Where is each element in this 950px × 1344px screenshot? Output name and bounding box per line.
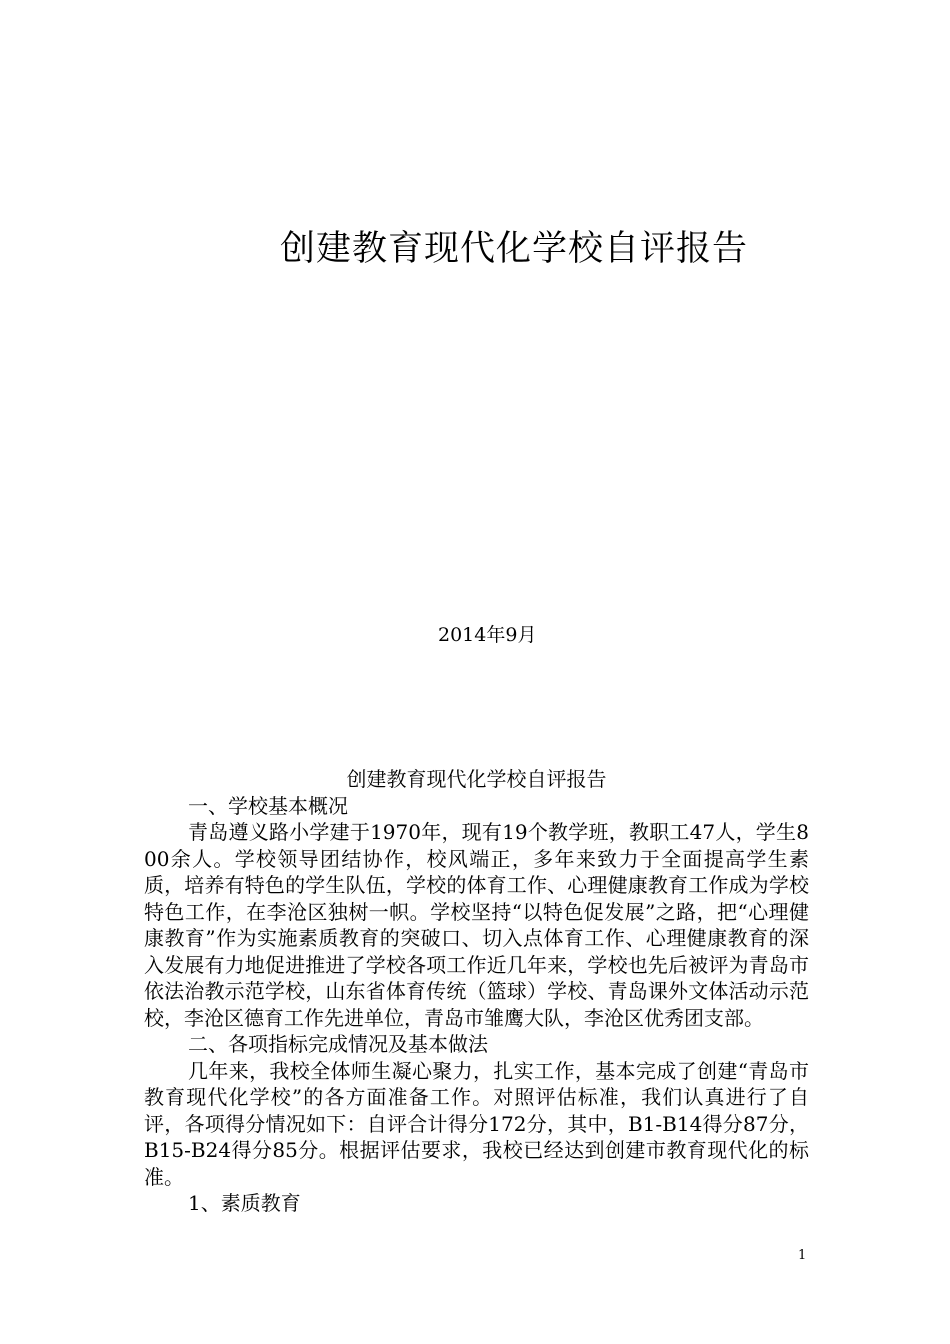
report-body bbox=[144, 766, 809, 1217]
section-heading-3: 1、素质教育 bbox=[188, 1191, 301, 1215]
section-heading-2: 二、各项指标完成情况及基本做法 bbox=[188, 1032, 488, 1056]
section-paragraph-1: 青岛遵义路小学建于1970年，现有19个教学班，教职工47人，学生800余人。学校领导团结协作，校风端正，多年来致力于全面提高学生素质，培养有特色的学生队伍，学校的体育工作、心理健康教育工作成为学校特色工作，在李沧区独树一帜。学校坚持“以特色促发展”之路，把“心理健康教育”作为实施素质教育的突破口、切入点体育工作、心理健康教育的深入发展有力地促进推进了学校各项工作近几年来，学校也先后被评为青岛市依法治教示范学校，山东省体育传统（篮球）学校、青岛课外文体活动示范校，李沧区德育工作先进单位，青岛市雏鹰大队，李沧区优秀团支部。 bbox=[144, 820, 809, 1030]
cover-title: 创建教育现代化学校自评报告 bbox=[280, 229, 749, 269]
section-paragraph-2: 几年来，我校全体师生凝心聚力，扎实工作，基本完成了创建“青岛市教育现代化学校”的各方面准备工作。对照评估标准，我们认真进行了自评，各项得分情况如下：自评合计得分172分，其中，B1-B14得分87分，B15-B24得分85分。根据评估要求，我校已经达到创建市教育现代化的标准。 bbox=[144, 1058, 809, 1189]
section-heading-1: 一、学校基本概况 bbox=[188, 793, 348, 818]
page-number: 1 bbox=[798, 1248, 807, 1263]
cover-date: 2014年9月 bbox=[438, 624, 537, 646]
body-heading: 创建教育现代化学校自评报告 bbox=[346, 767, 607, 791]
